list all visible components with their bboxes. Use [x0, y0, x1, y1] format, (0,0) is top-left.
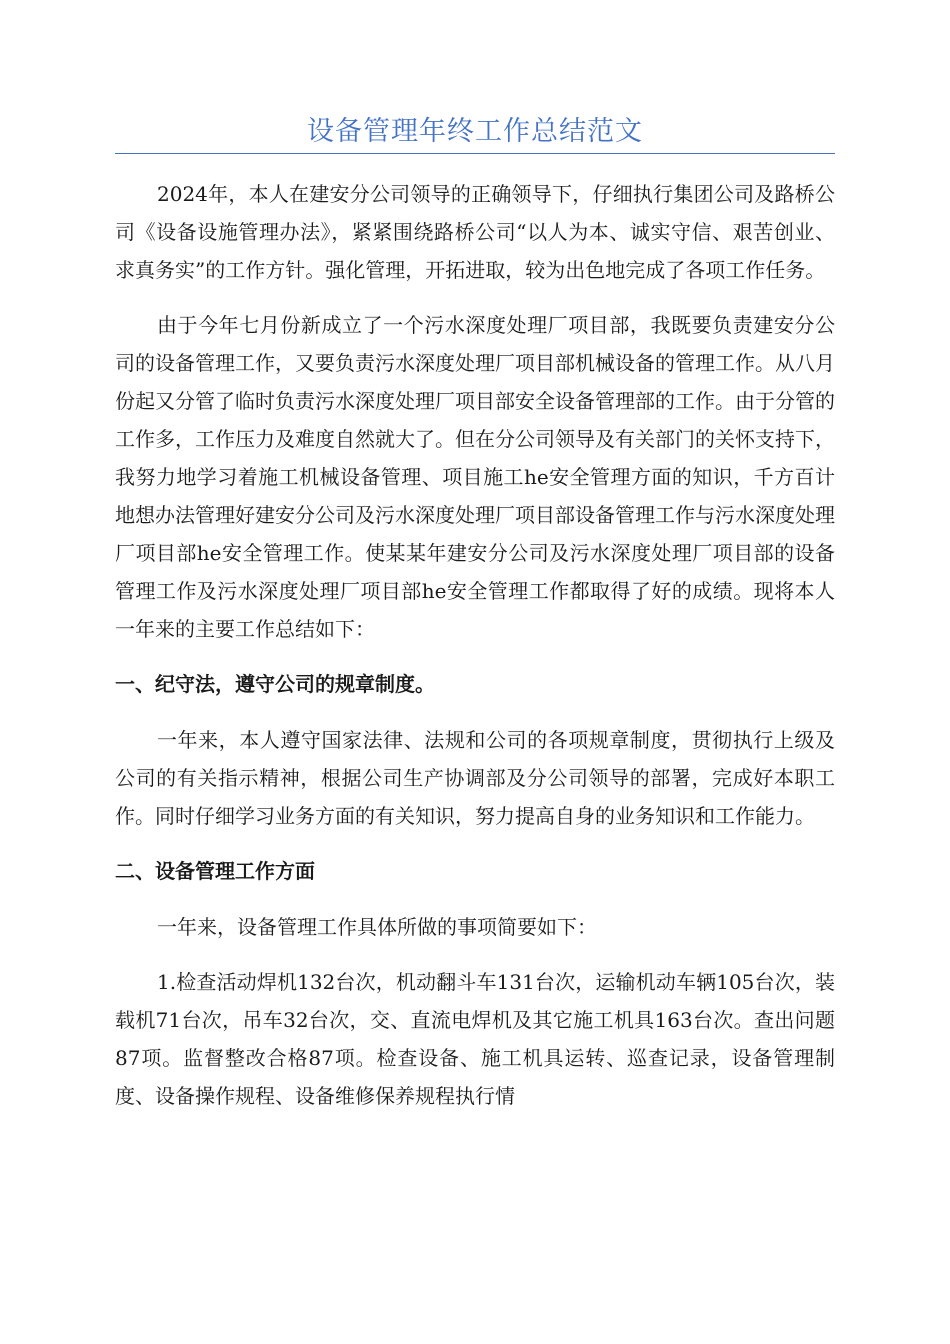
- paragraph-background: 由于今年七月份新成立了一个污水深度处理厂项目部，我既要负责建安分公司的设备管理工作，又要负责污水深度处理厂项目部机械设备的管理工作。从八月份起又分管了临时负责污水深度处理厂项目部安全设备管理部的工作。由于分管的工作多，工作压力及难度自然就大了。但在分公司领导及有关部门的关怀支持下，我努力地学习着施工机械设备管理、项目施工he安全管理方面的知识，千方百计地想办法管理好建安分公司及污水深度处理厂项目部设备管理工作与污水深度处理厂项目部he安全管理工作。使某某年建安分公司及污水深度处理厂项目部的设备管理工作及污水深度处理厂项目部he安全管理工作都取得了好的成绩。现将本人一年来的主要工作总结如下：: [115, 313, 835, 641]
- paragraph-intro: 2024年，本人在建安分公司领导的正确领导下，仔细执行集团公司及路桥公司《设备设施管理办法》，紧紧围绕路桥公司“以人为本、诚实守信、艰苦创业、求真务实”的工作方针。强化管理，开拓进取，较为出色地完成了各项工作任务。: [115, 182, 835, 282]
- paragraph-equipment-intro: 一年来，设备管理工作具体所做的事项简要如下：: [157, 915, 597, 939]
- section-heading-discipline: 一、纪守法，遵守公司的规章制度。: [115, 672, 435, 696]
- document-title: 设备管理年终工作总结范文: [307, 116, 643, 147]
- title-underline: [115, 153, 835, 154]
- paragraph-discipline: 一年来，本人遵守国家法律、法规和公司的各项规章制度，贯彻执行上级及公司的有关指示精神，根据公司生产协调部及分公司领导的部署，完成好本职工作。同时仔细学习业务方面的有关知识，努力提高自身的业务知识和工作能力。: [115, 728, 835, 828]
- paragraph-inspection-list: 1.检查活动焊机132台次，机动翻斗车131台次，运输机动车辆105台次，装载机71台次，吊车32台次，交、直流电焊机及其它施工机具163台次。查出问题87项。监督整改合格87项。检查设备、施工机具运转、巡查记录，设备管理制度、设备操作规程、设备维修保养规程执行情: [115, 970, 835, 1108]
- document-body: [115, 175, 835, 1132]
- section-heading-equipment: 二、设备管理工作方面: [115, 859, 315, 883]
